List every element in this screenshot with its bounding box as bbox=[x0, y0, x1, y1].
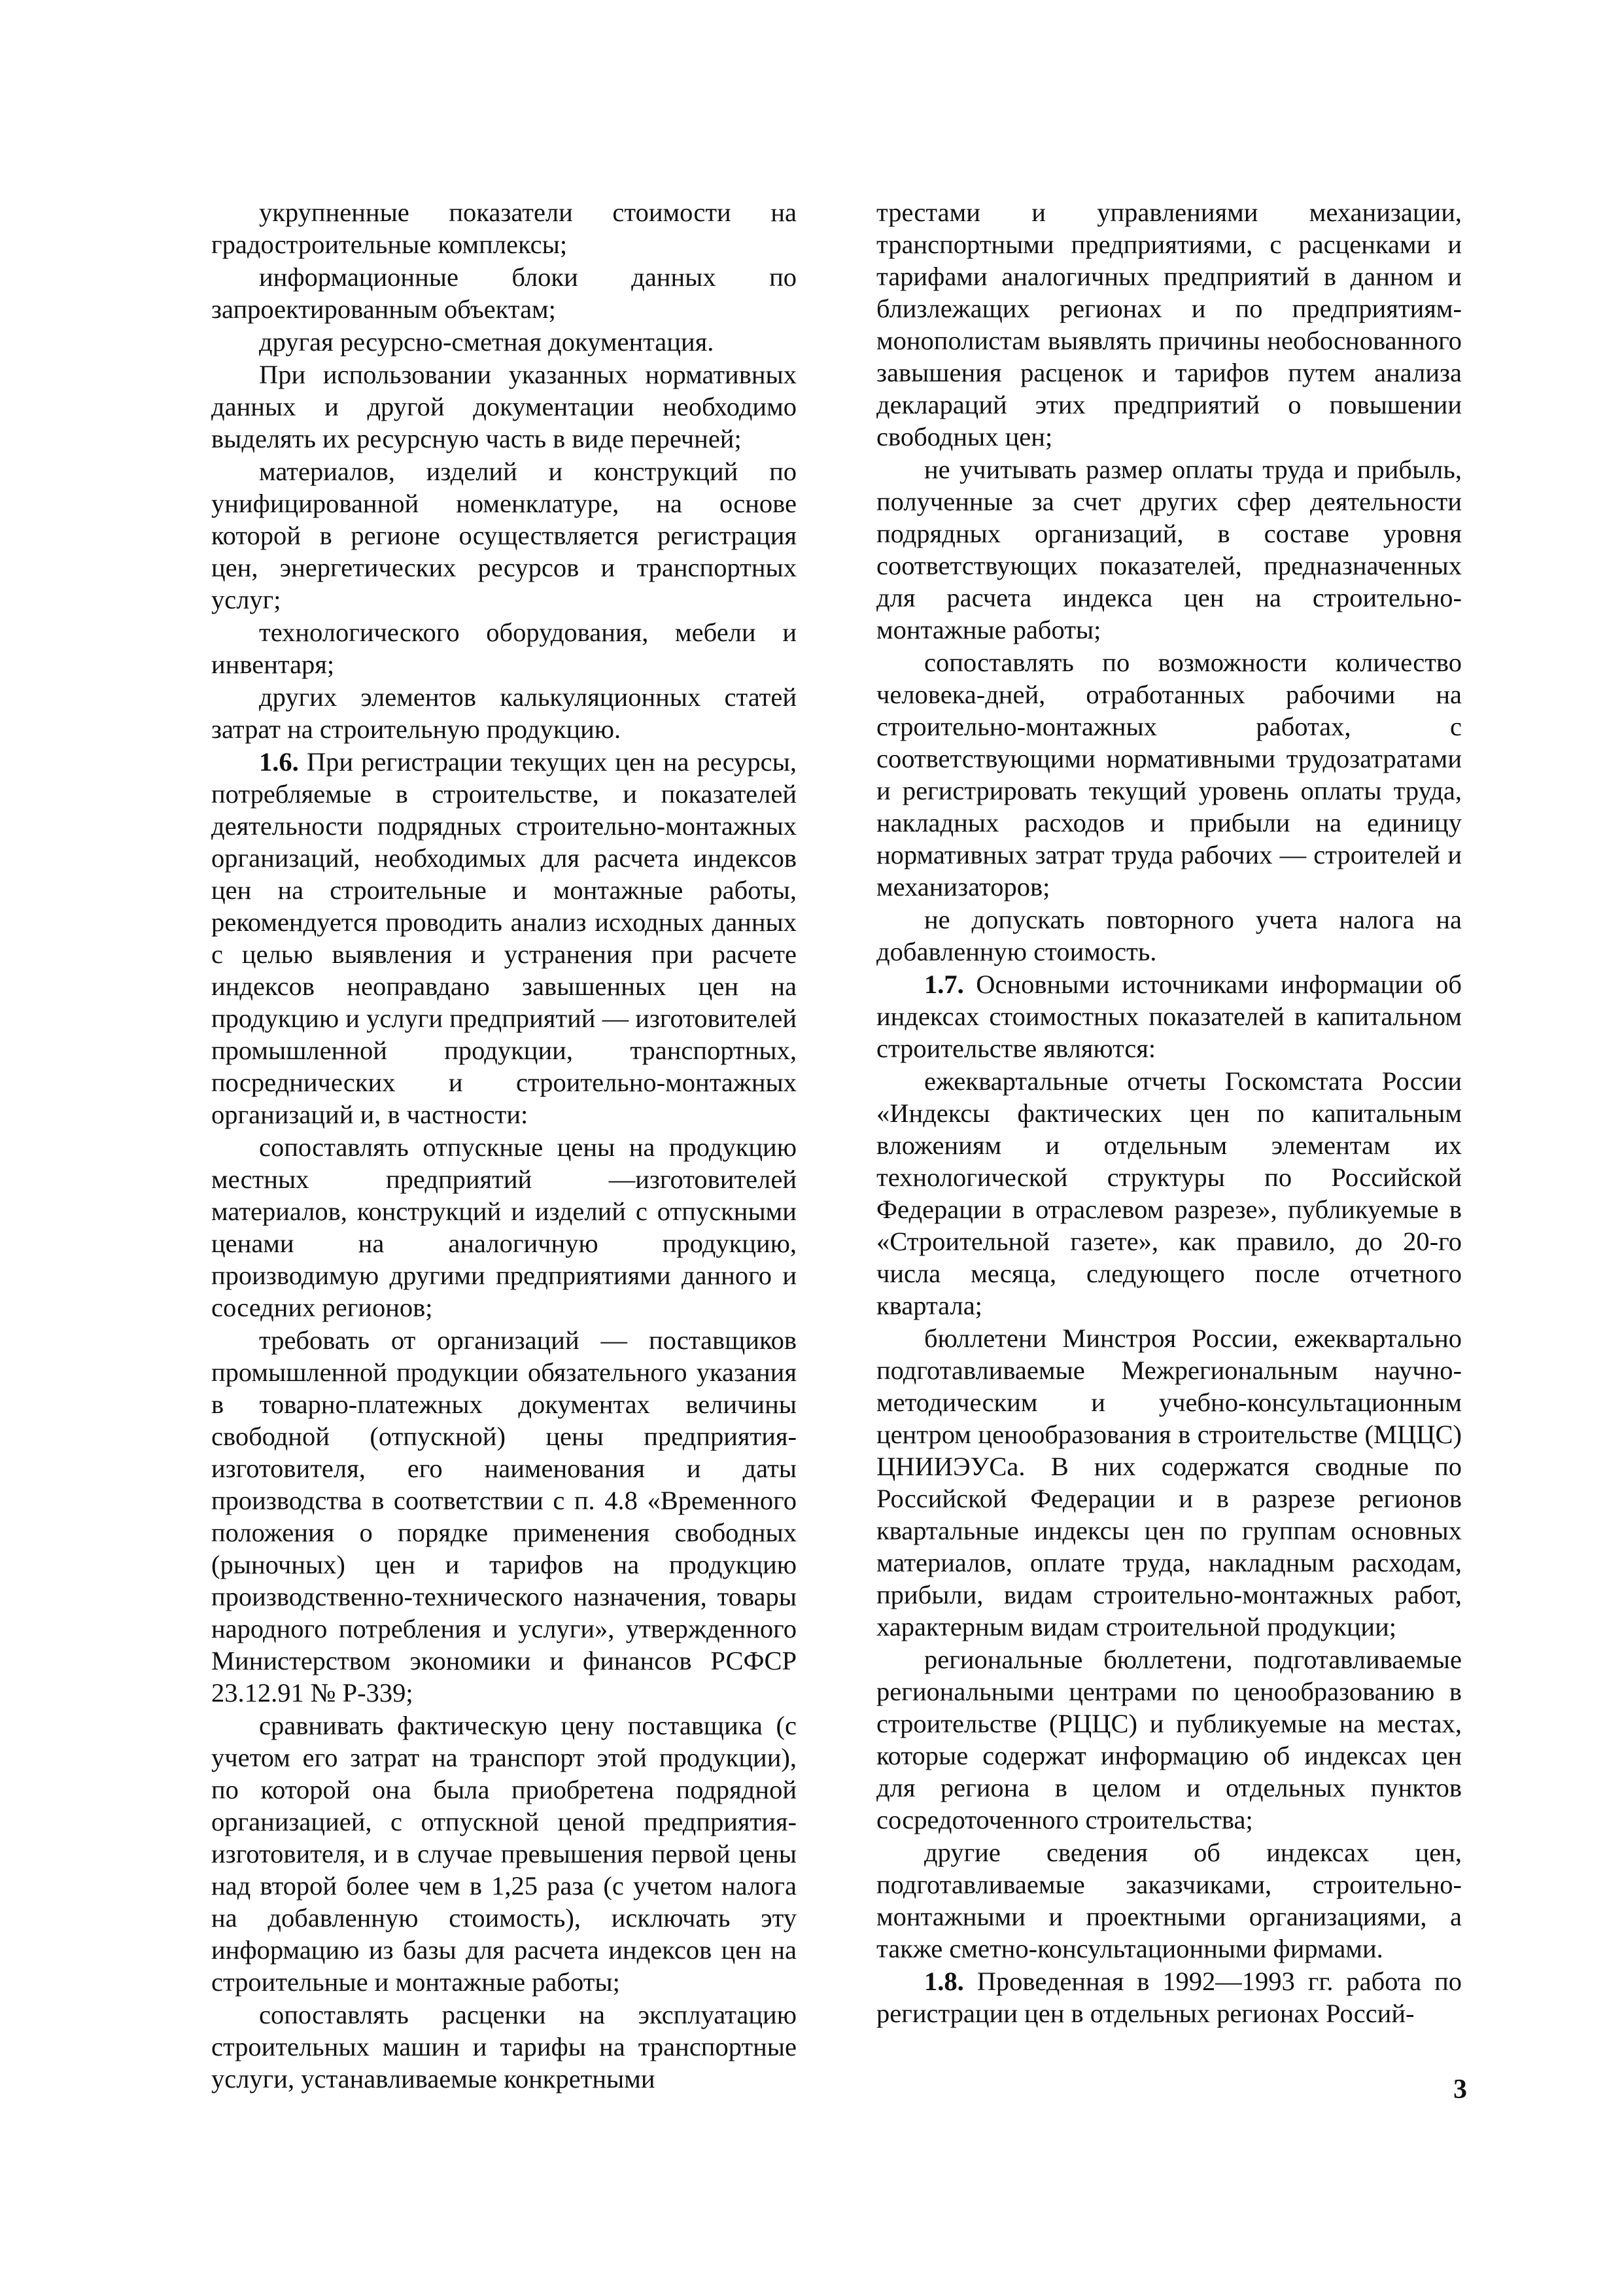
paragraph-text: бюллетени Минстроя России, ежеквартально подготавливаемые Межрегиональным научно-методическим и учебно-консультационным центром ценообразования в строительстве (МЦЦС) ЦНИИЭУСа. В них содержатся сводные по Российской Федерации и в разрезе регионов квартальные индексы цен по группам основных материалов, оплате труда, накладным расходам, прибыли, видам строительно-монтажных работ, характерным видам строительной продукции; bbox=[876, 1323, 1462, 1641]
paragraph bbox=[211, 455, 797, 616]
paragraph bbox=[211, 261, 797, 325]
paragraph-text: информационные блоки данных по запроектированным объектам; bbox=[211, 262, 797, 324]
paragraph bbox=[876, 1065, 1462, 1322]
paragraph bbox=[876, 1836, 1462, 1965]
paragraph bbox=[211, 359, 797, 455]
paragraph-text: других элементов калькуляционных статей затрат на строительную продукцию. bbox=[211, 682, 797, 744]
paragraph-text: другие сведения об индексах цен, подготавливаемые заказчиками, строительно-монтажными и проектными организациями, а также сметно-консультационными фирмами. bbox=[876, 1838, 1462, 1963]
right-column bbox=[876, 196, 1462, 2030]
paragraph-text: При использовании указанных нормативных данных и другой документации необходимо выделять их ресурсную часть в виде перечней; bbox=[211, 360, 797, 453]
paragraph-text: региональные бюллетени, подготавливаемые региональными центрами по ценообразованию в строительстве (РЦЦС) и публикуемые на местах, которые содержат информацию об индексах цен для региона в целом и отдельных пунктов сосредоточенного строительства; bbox=[876, 1645, 1462, 1834]
paragraph-text: Проведенная в 1992—1993 гг. работа по регистрации цен в отдельных регионах Россий- bbox=[876, 1967, 1462, 2028]
paragraph bbox=[211, 1999, 797, 2095]
paragraph bbox=[876, 1322, 1462, 1643]
paragraph bbox=[211, 746, 797, 1130]
paragraph bbox=[211, 616, 797, 680]
paragraph-text: При регистрации текущих цен на ресурсы, потребляемые в строительстве, и показателей деятельности подрядных строительно-монтажных организаций, необходимых для расчета индексов цен на строительные и монтажные работы, рекомендуется проводить анализ исходных данных с целью выявления и устранения при расчете индексов неоправдано завышенных цен на продукцию и услуги предприятий — изготовителей промышленной продукции, транспортных, посреднических и строительно-монтажных организаций и, в частности: bbox=[211, 747, 797, 1129]
paragraph bbox=[211, 1131, 797, 1323]
paragraph-text: Основными источниками информации об индексах стоимостных показателей в капитальном строительстве являются: bbox=[876, 970, 1462, 1063]
paragraph bbox=[211, 681, 797, 745]
paragraph bbox=[876, 646, 1462, 903]
paragraph-text: сопоставлять по возможности количество человека-дней, отработанных рабочими на строительно-монтажных работах, с соответствующими нормативными трудозатратами и регистрировать текущий уровень оплаты труда, накладных расходов и прибыли на единицу нормативных затрат труда рабочих — строителей и механизаторов; bbox=[876, 648, 1462, 902]
paragraph bbox=[876, 903, 1462, 968]
paragraph bbox=[876, 1965, 1462, 2029]
section-number: 1.7. bbox=[924, 970, 964, 999]
paragraph bbox=[211, 1324, 797, 1709]
paragraph-text: ежеквартальные отчеты Госкомстата России «Индексы фактических цен по капитальным вложениям и отдельным элементам их технологической структуры по Российской Федерации в отраслевом разрезе», публикуемые в «Строительной газете», как правило, до 20-го числа месяца, следующего после отчетного квартала; bbox=[876, 1066, 1462, 1320]
paragraph bbox=[876, 1643, 1462, 1836]
paragraph-text: сравнивать фактическую цену поставщика (с учетом его затрат на транспорт этой продукции), по которой она была приобретена подрядной организацией, с отпускной ценой предприятия-изготовителя, и в случае превышения первой цены над второй более чем в 1,25 раза (с учетом налога на добавленную стоимость), исключать эту информацию из базы для расчета индексов цен на строительные и монтажные работы; bbox=[211, 1711, 797, 1997]
paragraph-text: материалов, изделий и конструкций по унифицированной номенклатуре, на основе которой в регионе осуществляется регистрация цен, энергетических ресурсов и транспортных услуг; bbox=[211, 457, 797, 614]
paragraph bbox=[876, 453, 1462, 646]
paragraph bbox=[876, 968, 1462, 1064]
paragraph-text: не допускать повторного учета налога на добавленную стоимость. bbox=[876, 905, 1462, 966]
paragraph-text: технологического оборудования, мебели и инвентаря; bbox=[211, 618, 797, 679]
paragraph-text: трестами и управлениями механизации, транспортными предприятиями, с расценками и тарифами аналогичных предприятий в данном и близлежащих регионах и по предприятиям-монополистам выявлять причины необоснованного завышения расценок и тарифов путем анализа деклараций этих предприятий о повышении свободных цен; bbox=[876, 198, 1462, 451]
section-number: 1.6. bbox=[259, 747, 299, 777]
paragraph bbox=[211, 326, 797, 358]
paragraph-text: не учитывать размер оплаты труда и прибыль, полученные за счет других сфер деятельности подрядных организаций, в составе уровня соответствующих показателей, предназначенных для расчета индекса цен на строительно-монтажные работы; bbox=[876, 455, 1462, 644]
paragraph bbox=[211, 196, 797, 260]
section-number: 1.8. bbox=[924, 1967, 964, 1996]
page-number: 3 bbox=[1453, 2075, 1467, 2105]
paragraph-text: сопоставлять отпускные цены на продукцию местных предприятий —изготовителей материалов, конструкций и изделий с отпускными ценами на аналогичную продукцию, производимую другими предприятиями данного и соседних регионов; bbox=[211, 1132, 797, 1322]
paragraph bbox=[876, 196, 1462, 453]
paragraph-text: другая ресурсно-сметная документация. bbox=[259, 327, 714, 357]
paragraph bbox=[211, 1709, 797, 1998]
left-column bbox=[211, 196, 797, 2095]
paragraph-text: сопоставлять расценки на эксплуатацию строительных машин и тарифы на транспортные услуги, устанавливаемые конкретными bbox=[211, 2000, 797, 2094]
paragraph-text: укрупненные показатели стоимости на градостроительные комплексы; bbox=[211, 198, 797, 259]
paragraph-text: требовать от организаций — поставщиков промышленной продукции обязательного указания в товарно-платежных документах величины свободной (отпускной) цены предприятия-изготовителя, его наименования и даты производства в соответствии с п. 4.8 «Временного положения о порядке применения свободных (рыночных) цен и тарифов на продукцию производственно-технического назначения, товары народного потребления и услуги», утвержденного Министерством экономики и финансов РСФСР 23.12.91 № Р-339; bbox=[211, 1325, 797, 1708]
